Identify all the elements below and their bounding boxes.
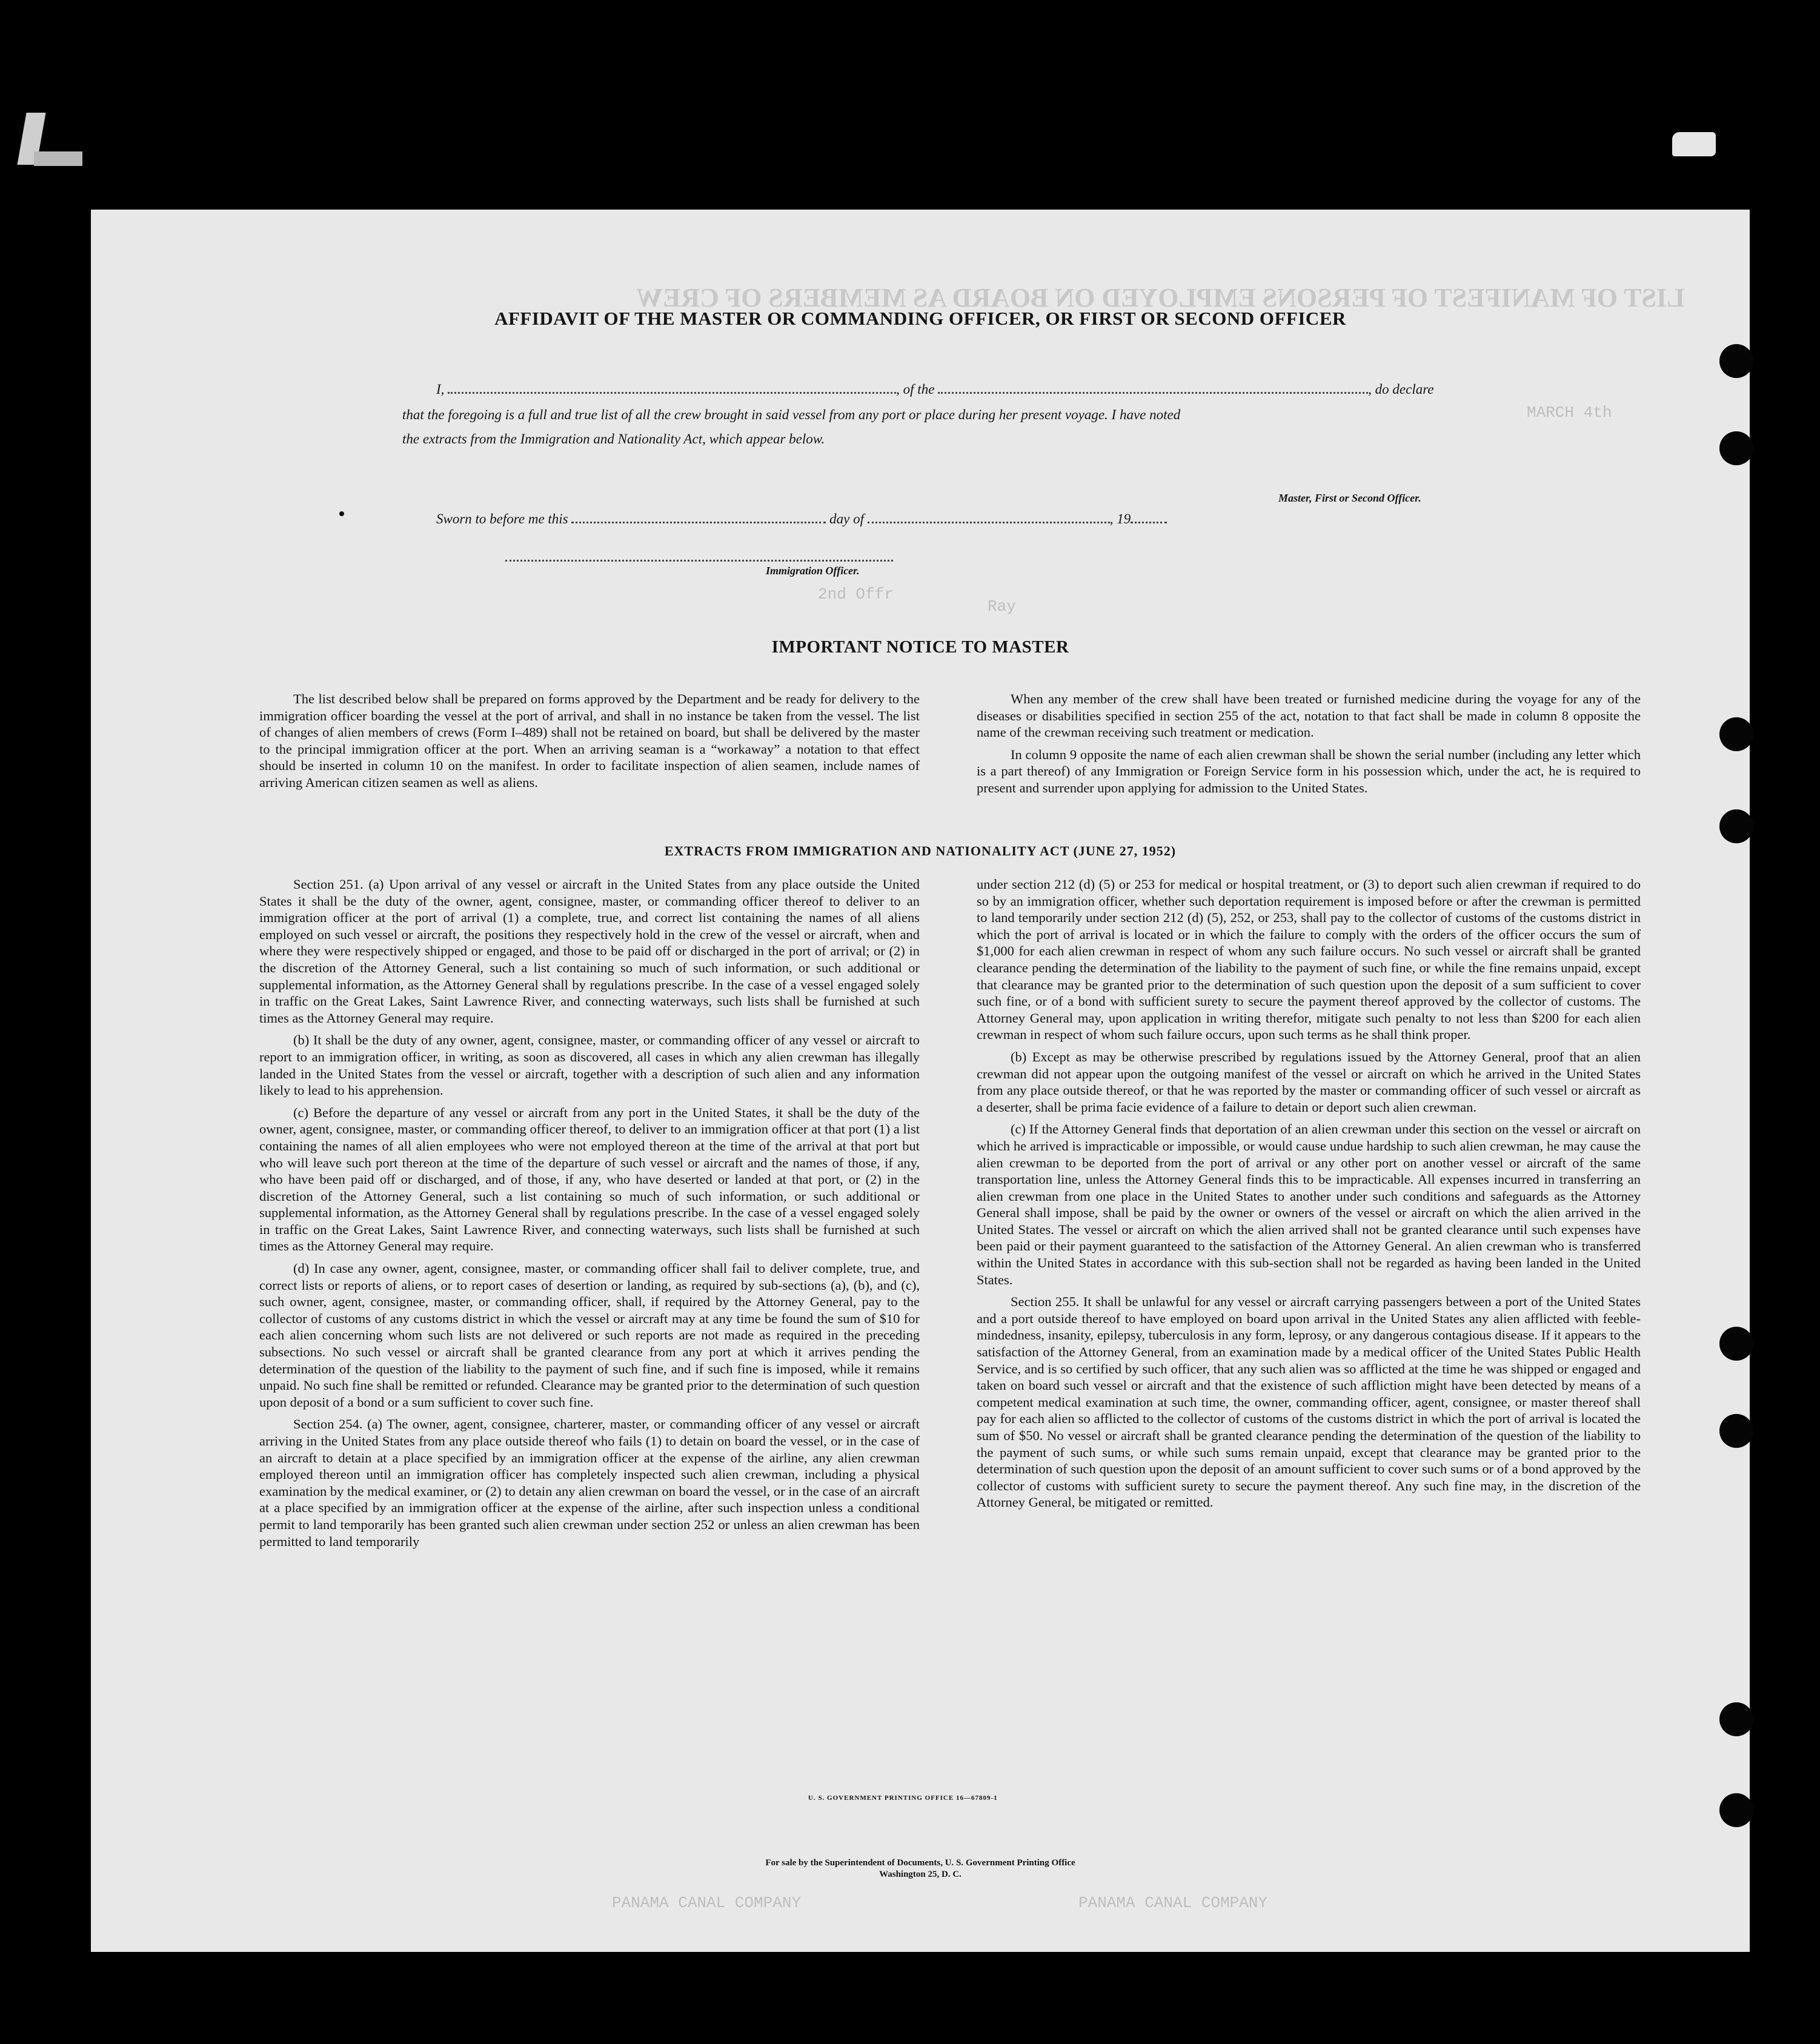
punch-hole bbox=[1719, 1793, 1753, 1827]
section-paragraph: Section 251. (a) Upon arrival of any vessel or aircraft in the United States from any place outside the United States it shall be the duty of the owner, agent, consignee, master, or commanding officer thereof to deliver to an immigration officer at the port of arrival (1) a complete, true, and correct list containing the names of all aliens employed on such vessel or aircraft, the positions they respectively hold in the crew of the vessel or aircraft, when and where they were respectively shipped or engaged, and those to be paid off or discharged in the port of arrival; or (2) in the discretion of the Attorney General, such a list containing so much of such information, or such additional or supplemental information, as the Attorney General shall by regulations prescribe. In the case of a vessel engaged solely in traffic on the Great Lakes, Saint Lawrence River, and connecting waterways, such lists shall be furnished at such times as the Attorney General may require. bbox=[259, 877, 920, 1026]
notice-title: IMPORTANT NOTICE TO MASTER bbox=[771, 637, 1069, 657]
scan-corner-artifact-base bbox=[34, 151, 82, 166]
master-signature-label: Master, First or Second Officer. bbox=[1278, 492, 1421, 504]
sale-notice bbox=[91, 1857, 1750, 1880]
scan-paper-fragment bbox=[1672, 132, 1716, 156]
notice-right-column bbox=[977, 691, 1641, 802]
sworn-line bbox=[436, 511, 1167, 527]
sworn-month-blank[interactable] bbox=[868, 514, 1110, 523]
affidavit-title: AFFIDAVIT OF THE MASTER OR COMMANDING OFFICER, OR FIRST OR SECOND OFFICER bbox=[494, 308, 1346, 329]
affidavit-declaration-line bbox=[436, 382, 1434, 397]
show-through-heading: LIST OF MANIFEST OF PERSONS EMPLOYED ON BOARD AS MEMBERS OF CREW bbox=[636, 283, 1685, 313]
affidavit-statement-line-1: that the foregoing is a full and true list of all the crew brought in said vessel from any port or place during her present voyage. I have noted bbox=[402, 407, 1181, 422]
section-paragraph: (b) It shall be the duty of any owner, agent, consignee, master, or commanding officer of any vessel or aircraft to report to an immigration officer, in writing, as soon as discovered, all cases in which any alien crewman has illegally landed in the United States from the vessel or aircraft, together with a description of such alien and any information likely to lead to his apprehension. bbox=[259, 1032, 920, 1098]
notice-paragraph: The list described below shall be prepared on forms approved by the Department and be ready for delivery to the immigration officer boarding the vessel at the port of arrival, and shall in no instance be taken from the vessel. The list of changes of alien members of crews (Form I–489) shall not be retained on board, but shall be delivered by the master to the principal immigration officer at the port. When an arriving seaman is a “workaway” a notation to that effect should be inserted in column 10 on the manifest. In order to facilitate inspection of alien seamen, include names of arriving American citizen seamen as well as aliens. bbox=[259, 691, 920, 790]
vessel-name-blank[interactable] bbox=[938, 385, 1368, 394]
affidavit-do-declare-label: , do declare bbox=[1368, 382, 1434, 397]
section-paragraph: Section 254. (a) The owner, agent, consignee, charterer, master, or commanding officer of any vessel or aircraft arriving in the United States from any place outside thereof who fails (1) to detain on board the vessel, or in the case of an aircraft to detain at a place specified by an immigration officer at the expense of the airline, any alien crewman employed thereon until an immigration officer has completely inspected such alien crewman, including a physical examination by the medical examiner, or (2) to detain any alien crewman on board the vessel, or in the case of an aircraft at a place specified by an immigration officer at the expense of the airline, after such inspection unless a conditional permit to land temporarily has been granted such alien crewman under section 252 or unless an alien crewman has been permitted to land temporarily bbox=[259, 1416, 920, 1549]
punch-hole bbox=[1719, 717, 1753, 751]
immigration-officer-signature-line[interactable] bbox=[505, 560, 893, 562]
sworn-day-of-label: day of bbox=[829, 511, 864, 526]
officer-name-blank[interactable] bbox=[448, 385, 896, 394]
sworn-year-blank[interactable] bbox=[1131, 514, 1167, 523]
section-paragraph: (c) Before the departure of any vessel or aircraft from any port in the United States, it shall be the duty of the owner, agent, consignee, master, or commanding officer thereof, to deliver to an immigration officer at that port (1) a list containing the names of all alien employees who were not employed thereon at the time of the arrival at that port but who will leave such port thereon at the time of the departure of such vessel or aircraft and the names of those, if any, who have been paid off or discharged, and of those, if any, who have deserted or landed at that port, or (2) in the discretion of the Attorney General, such a list containing so much of such information, or such additional or supplemental information, as the Attorney General shall by regulations prescribe. In the case of a vessel engaged solely in traffic on the Great Lakes, Saint Lawrence River, and connecting waterways, such lists shall be furnished at such times as the Attorney General may require. bbox=[259, 1104, 920, 1254]
show-through-text: Ray bbox=[988, 597, 1016, 616]
punch-hole bbox=[1719, 344, 1753, 378]
extracts-left-column bbox=[259, 876, 920, 1555]
sale-line-1: For sale by the Superintendent of Documents, U. S. Government Printing Office bbox=[765, 1858, 1075, 1868]
punch-hole bbox=[1719, 1702, 1753, 1736]
section-paragraph: Section 255. It shall be unlawful for any vessel or aircraft carrying passengers between a port of the United States and a port outside thereof to have employed on board upon arrival in the United States any alien afflicted with feeble-mindedness, insanity, epilepsy, tuberculosis in any form, leprosy, or any dangerous contagious disease. If it appears to the satisfaction of the Attorney General, from an examination made by a medical officer of the United States Public Health Service, and is so certified by such officer, that any such alien was so afflicted at the time he was shipped or engaged and taken on board such vessel or aircraft and that the existence of such affliction might have been detected by means of a competent medical examination at such time, the owner, commanding officer, agent, consignee, or master thereof shall pay for each alien so afflicted to the collector of customs of the customs district in which the port of arrival is located the sum of $50. No vessel or aircraft shall be granted clearance pending the determination of the question of the liability to the payment of such sums, or while such sums remain unpaid, except that clearance may be granted prior to the determination of such question upon the deposit of an amount sufficient to cover such sums or of a bond approved by the collector of customs with sufficient surety to secure the payment thereof. Any such fine may, in the discretion of the Attorney General, be mitigated or remitted. bbox=[977, 1294, 1641, 1510]
affidavit-i-label: I, bbox=[436, 382, 445, 397]
immigration-officer-label: Immigration Officer. bbox=[766, 565, 860, 577]
extracts-right-column bbox=[977, 876, 1641, 1516]
notice-paragraph: In column 9 opposite the name of each alien crewman shall be shown the serial number (including any letter which is a part thereof) of any Immigration or Foreign Service form in his possession which, under the act, he is required to present and surrender upon applying for admission to the United States. bbox=[977, 746, 1641, 795]
section-paragraph: under section 212 (d) (5) or 253 for medical or hospital treatment, or (3) to deport such alien crewman if required to do so by an immigration officer, whether such deportation requirement is imposed before or after the crewman is permitted to land temporarily under section 212 (d) (5), 252, or 253, shall pay to the collector of customs of the customs district in which the port of arrival is located or in which the failure to comply with the orders of the officer occurs the sum of $1,000 for each alien crewman in respect of whom any such failure occurs. No such vessel or aircraft shall be granted clearance pending the determination of the liability to the payment of such fine, or while the fine remains unpaid, except that clearance may be granted prior to the determination of such question upon the deposit of a sum sufficient to cover such fine, or of a bond with sufficient surety to secure the payment thereof approved by the collector of customs. The Attorney General may, upon application in writing therefor, mitigate such penalty to not less than $200 for each alien crewman in respect of whom such failure occurs, upon such terms as he shall think proper. bbox=[977, 877, 1641, 1043]
show-through-text: PANAMA CANAL COMPANY bbox=[1078, 1894, 1268, 1912]
ink-dot bbox=[339, 511, 344, 516]
punch-hole bbox=[1719, 1327, 1753, 1361]
affidavit-of-the-label: , of the bbox=[896, 382, 935, 397]
punch-hole bbox=[1719, 431, 1753, 465]
gpo-imprint: U. S. GOVERNMENT PRINTING OFFICE 16—67809-1 bbox=[808, 1794, 998, 1802]
document-page bbox=[91, 210, 1750, 1952]
sworn-year-label: , 19 bbox=[1109, 511, 1131, 526]
extracts-heading: EXTRACTS FROM IMMIGRATION AND NATIONALITY ACT (JUNE 27, 1952) bbox=[664, 843, 1177, 858]
section-paragraph: (b) Except as may be otherwise prescribed by regulations issued by the Attorney General, proof that an alien crewman did not appear upon the outgoing manifest of the vessel or aircraft on which he arrived in the United States from any place outside thereof, or that he was reported by the master or commanding officer of such vessel or aircraft as a deserter, shall be prima facie evidence of a failure to detain or deport such alien crewman. bbox=[977, 1049, 1641, 1115]
notice-left-column bbox=[259, 691, 920, 797]
section-paragraph: (d) In case any owner, agent, consignee, master, or commanding officer shall fail to deliver complete, true, and correct lists or reports of aliens, or to report cases of desertion or landing, as required by sub-sections (a), (b), and (c), such owner, agent, consignee, master, or commanding officer, shall, if required by the Attorney General, pay to the collector of customs of any customs district in which the vessel or aircraft may at any time be found the sum of $10 for each alien concerning whom such lists are not delivered or such reports are not made as required in the preceding subsections. No such vessel or aircraft shall be granted clearance from any port at which it arrives pending the determination of the question of the liability to the payment of such fine, and if such fine is imposed, while it remains unpaid. No such fine shall be remitted or refunded. Clearance may be granted prior to the determination of such question upon deposit of a bond or a sum sufficient to cover such fine. bbox=[259, 1261, 920, 1410]
punch-hole bbox=[1719, 1414, 1753, 1448]
affidavit-statement-line-2: the extracts from the Immigration and Nationality Act, which appear below. bbox=[402, 431, 825, 446]
show-through-text: PANAMA CANAL COMPANY bbox=[612, 1894, 802, 1912]
sale-line-2: Washington 25, D. C. bbox=[879, 1870, 961, 1879]
punch-hole bbox=[1719, 809, 1753, 843]
sworn-prefix: Sworn to before me this bbox=[436, 511, 568, 526]
sworn-day-blank[interactable] bbox=[571, 514, 826, 523]
notice-paragraph: When any member of the crew shall have been treated or furnished medicine during the voyage for any of the diseases or disabilities specified in section 255 of the act, notation to that fact shall be made in column 8 opposite the name of the crewman receiving such treatment or medication. bbox=[977, 691, 1641, 740]
section-paragraph: (c) If the Attorney General finds that deportation of an alien crewman under this section on the vessel or aircraft on which he arrived is impracticable or impossible, or would cause undue hardship to such alien crewman, he may cause the alien crewman to be deported from the port of arrival or any other port on another vessel or aircraft of the same transportation line, unless the Attorney General finds this to be impracticable. All expenses incurred in transferring an alien crewman from one place in the United States to another under such conditions and safeguards as the Attorney General shall impose, shall be paid by the owner or owners of the vessel or aircraft on which the alien arrived in the United States. The vessel or aircraft on which the alien arrived shall not be granted clearance until such expenses have been paid or their payment guaranteed to the satisfaction of the Attorney General. An alien crewman who is transferred within the United States in accordance with this sub-section shall not be regarded as having been landed in the United States. bbox=[977, 1121, 1641, 1287]
show-through-text: MARCH 4th bbox=[1527, 403, 1612, 422]
show-through-text: 2nd Offr bbox=[818, 585, 894, 603]
